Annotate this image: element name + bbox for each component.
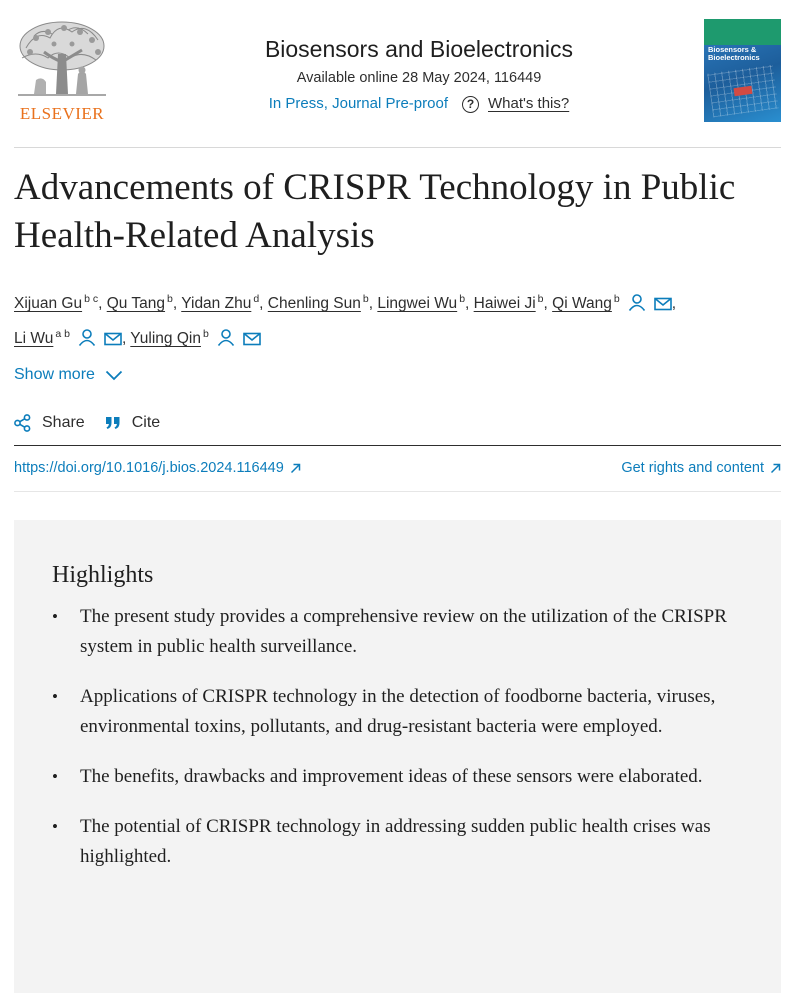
author-qu-tang[interactable] <box>107 295 173 312</box>
author-affiliation: a b <box>55 328 70 340</box>
journal-info <box>134 34 704 114</box>
chevron-down-icon <box>105 370 123 381</box>
journal-header <box>14 18 781 128</box>
author-list: Xijuan Gu $^{b c}$, Qu Tang $^b$, Yidan Zhu $^d$, Chenling Sun $^b$, Lingwei Wu $^b$, Haiwei Ji $^b$, Qi Wang $^b$ , Li Wu $^{a b}$ , Yuling Qin $^b$ <box>14 293 677 347</box>
doi-row <box>14 458 781 478</box>
author-name: Li Wu <box>14 330 54 347</box>
highlight-text: The benefits, drawbacks and improvement ideas of these sensors were elaborated. <box>80 766 703 787</box>
share-label: Share <box>42 414 85 431</box>
person-icon[interactable] <box>217 329 235 346</box>
author-name: Qu Tang <box>106 295 166 312</box>
author-affiliation: b <box>167 293 173 305</box>
author-name: Xijuan Gu <box>14 295 83 312</box>
author-name: Chenling Sun <box>267 295 361 312</box>
author-name: Yuling Qin <box>130 330 201 347</box>
author-affiliation: d <box>253 293 260 305</box>
in-press-link[interactable]: In Press, Journal Pre-proof <box>268 95 448 112</box>
bullet-icon: • <box>52 687 58 706</box>
person-icon[interactable] <box>78 329 96 346</box>
author-name: Lingwei Wu <box>377 295 458 312</box>
bullet-icon: • <box>52 767 58 786</box>
email-icon[interactable] <box>243 332 261 346</box>
share-icon <box>14 414 31 432</box>
journal-name-link[interactable]: Biosensors and Bioelectronics <box>264 36 574 62</box>
author-affiliation: b <box>459 293 466 305</box>
article-actions <box>14 412 160 434</box>
highlight-item <box>52 602 743 662</box>
rights-text: Get rights and content <box>621 460 764 476</box>
author-affiliation: b <box>202 328 209 340</box>
author-li-wu[interactable] <box>14 330 122 347</box>
author-haiwei-ji[interactable] <box>474 295 544 312</box>
elsevier-wordmark: ELSEVIER <box>19 104 105 123</box>
tree-icon <box>14 18 110 104</box>
article-status-row <box>134 94 704 114</box>
cite-button[interactable] <box>105 412 160 434</box>
person-icon[interactable] <box>628 294 646 311</box>
highlights-section <box>14 520 781 993</box>
bullet-icon: • <box>52 817 58 836</box>
author-affiliation: b <box>362 293 369 305</box>
highlights-heading: Highlights <box>52 562 154 588</box>
article-title: Advancements of CRISPR Technology in Public Health-Related Analysis <box>14 167 736 256</box>
doi-text: https://doi.org/10.1016/j.bios.2024.116449 <box>14 460 284 476</box>
highlights-list <box>52 602 743 872</box>
whats-this-label: What's this? <box>488 95 570 112</box>
author-lingwei-wu[interactable] <box>377 295 465 312</box>
highlight-item <box>52 812 743 872</box>
author-affiliation: b <box>613 293 620 305</box>
bullet-icon: • <box>52 607 58 626</box>
author-qi-wang[interactable] <box>552 295 672 312</box>
author-chenling-sun[interactable] <box>268 295 369 312</box>
cite-label: Cite <box>131 414 161 431</box>
author-xijuan-gu[interactable] <box>14 295 98 312</box>
show-more-button[interactable] <box>14 364 123 386</box>
author-affiliation: b <box>537 293 544 305</box>
highlight-text: The potential of CRISPR technology in addressing sudden public health crises was highlighted. <box>80 816 711 867</box>
share-button[interactable] <box>14 412 85 434</box>
email-icon[interactable] <box>654 297 672 311</box>
highlight-text: The present study provides a comprehensive review on the utilization of the CRISPR system in public health surveillance. <box>80 606 727 657</box>
rights-link[interactable] <box>621 458 781 478</box>
highlight-item <box>52 682 743 742</box>
highlight-text: Applications of CRISPR technology in the detection of foodborne bacteria, viruses, environmental toxins, pollutants, and drug-resistant bacteria were employed. <box>80 686 716 737</box>
show-more-label: Show more <box>14 366 95 383</box>
quote-icon <box>105 416 121 430</box>
email-icon[interactable] <box>104 332 122 346</box>
author-yuling-qin[interactable] <box>130 330 261 347</box>
cover-band <box>704 19 781 45</box>
author-name: Yidan Zhu <box>181 295 252 312</box>
external-link-icon <box>770 463 781 474</box>
author-yidan-zhu[interactable] <box>181 295 259 312</box>
header-divider <box>14 147 781 148</box>
available-online-text: Available online 28 May 2024, 116449 <box>296 70 542 86</box>
doi-divider <box>14 491 781 492</box>
question-mark-icon: ? <box>462 96 479 113</box>
highlight-item <box>52 762 743 792</box>
author-name: Haiwei Ji <box>473 295 536 312</box>
author-affiliation: b c <box>84 293 99 305</box>
cover-title: Biosensors & Bioelectronics <box>708 45 760 62</box>
doi-link[interactable] <box>14 458 301 478</box>
elsevier-logo[interactable] <box>14 18 110 124</box>
author-name: Qi Wang <box>552 295 612 312</box>
whats-this-link[interactable] <box>462 94 569 114</box>
actions-divider <box>14 445 781 446</box>
external-link-icon <box>290 463 301 474</box>
journal-cover-image[interactable] <box>704 19 781 122</box>
